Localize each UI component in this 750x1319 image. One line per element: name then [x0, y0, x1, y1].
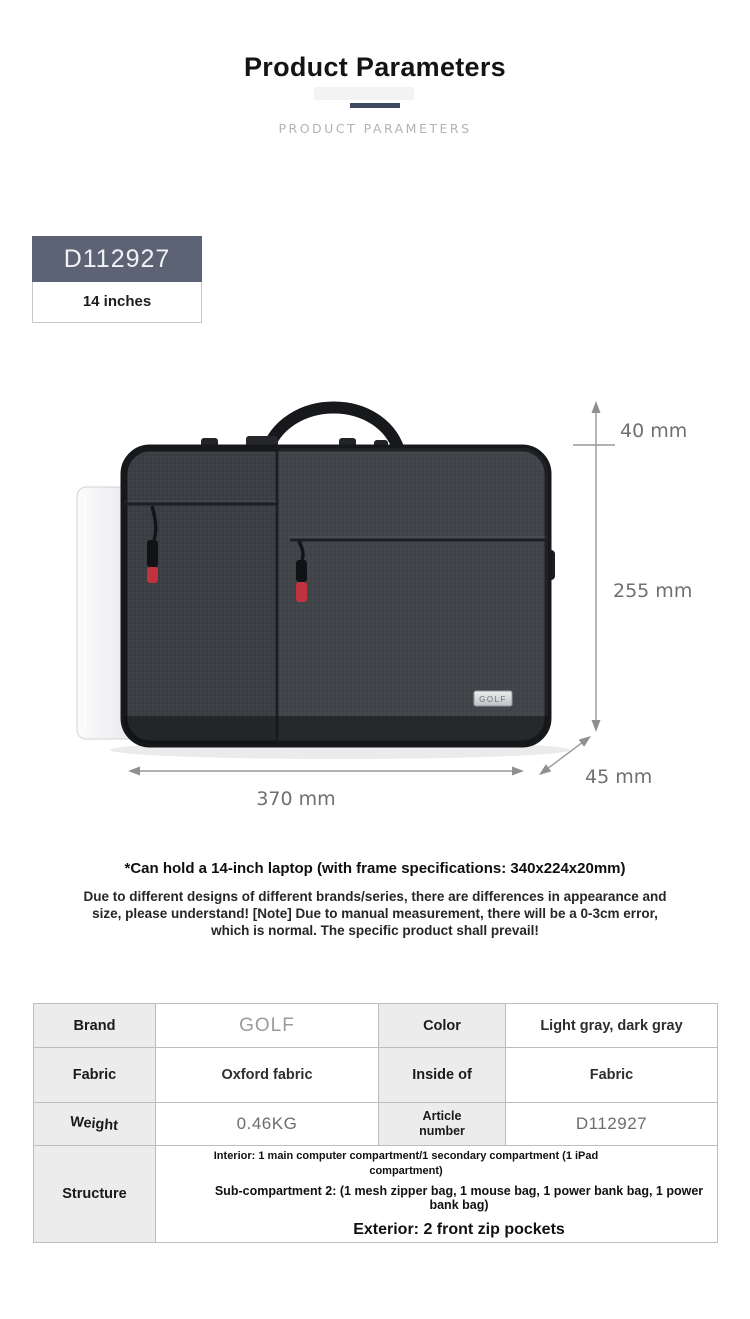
spec-row-fabric-inside	[34, 1048, 718, 1103]
spec-label-weight-text: Weight	[69, 1113, 120, 1135]
dim-label-depth: 45 mm	[585, 766, 653, 788]
spec-row-brand-color	[34, 1004, 718, 1048]
product-figure	[0, 380, 750, 830]
spec-label-fabric: Fabric	[34, 1048, 156, 1103]
page-title: Product Parameters	[243, 52, 506, 82]
spec-label-structure: Structure	[34, 1146, 156, 1243]
spec-label-article-number-text: Article number	[419, 1109, 465, 1138]
spec-value-weight: 0.46KG	[156, 1103, 379, 1146]
spec-label-weight	[34, 1103, 156, 1146]
dim-label-handle-height: 40 mm	[620, 420, 688, 442]
watermark-remnant	[314, 87, 414, 100]
spec-row-structure	[34, 1146, 718, 1243]
spec-label-brand: Brand	[34, 1004, 156, 1048]
spec-row-weight-article	[34, 1103, 718, 1146]
dim-label-height: 255 mm	[613, 580, 693, 602]
title-divider	[350, 103, 400, 108]
capacity-note: *Can hold a 14-inch laptop (with frame specifications: 340x224x20mm)	[124, 860, 626, 877]
spec-value-structure	[156, 1146, 718, 1243]
model-size-label: 14 inches	[32, 282, 202, 323]
model-code: D112927	[32, 236, 202, 282]
spec-label-inside: Inside of	[379, 1048, 506, 1103]
page-subtitle: PRODUCT PARAMETERS	[278, 121, 472, 136]
spec-label-article-number	[379, 1103, 506, 1146]
spec-value-fabric: Oxford fabric	[156, 1048, 379, 1103]
structure-interior-line: Interior: 1 main computer compartment/1 secondary compartment (1 iPad compartment)	[213, 1149, 599, 1177]
spec-value-brand: GOLF	[156, 1004, 379, 1048]
spec-label-color: Color	[379, 1004, 506, 1048]
model-badge	[32, 236, 202, 323]
brand-tag	[474, 691, 512, 706]
structure-subcompartment-line: Sub-compartment 2: (1 mesh zipper bag, 1 mouse bag, 1 power bank bag, 1 power bank bag)	[214, 1184, 704, 1213]
structure-exterior-line: Exterior: 2 front zip pockets	[353, 1221, 565, 1239]
brand-tag-label: GOLF	[479, 695, 507, 704]
spec-value-color: Light gray, dark gray	[506, 1004, 718, 1048]
spec-value-inside: Fabric	[506, 1048, 718, 1103]
disclaimer-note: Due to different designs of different brands/series, there are differences in appearance and size, please understand! [Note] Due to manual measurement, there will be a 0-3cm error, which is normal. The specific product shall prevail!	[83, 889, 667, 938]
dim-label-width: 370 mm	[256, 788, 336, 810]
spec-value-article-number: D112927	[506, 1103, 718, 1146]
spec-table	[33, 1003, 718, 1243]
